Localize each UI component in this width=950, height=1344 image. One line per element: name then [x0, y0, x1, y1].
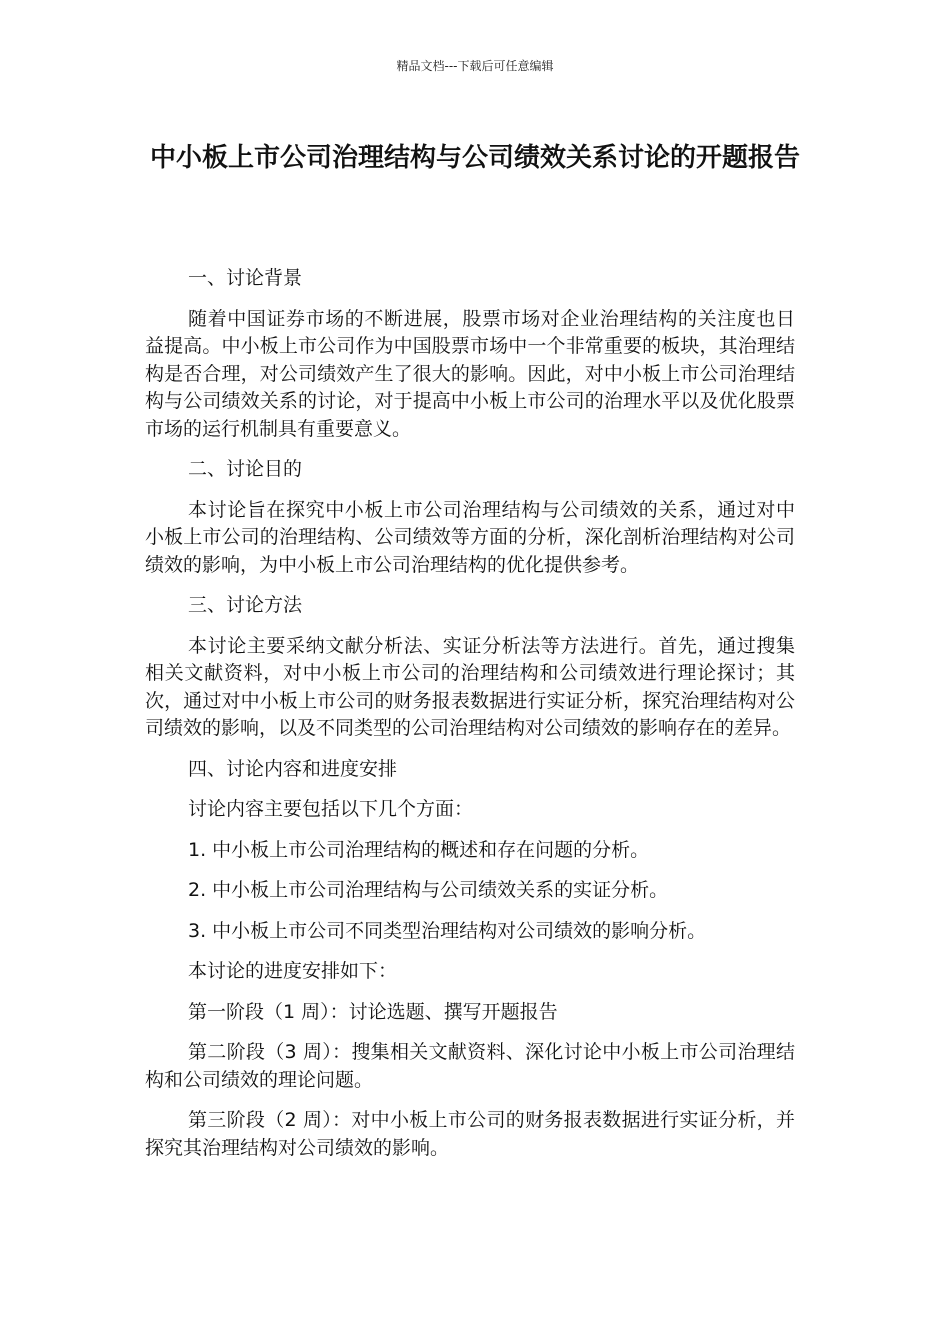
document-title: 中小板上市公司治理结构与公司绩效关系讨论的开题报告 [149, 143, 800, 173]
content-intro: 讨论内容主要包括以下几个方面： [188, 798, 474, 820]
content-item: 2. 中小板上市公司治理结构与公司绩效关系的实证分析。 [188, 879, 669, 901]
section-text-method: 本讨论主要采纳文献分析法、实证分析法等方法进行。首先，通过搜集相关文献资料，对中小板上市公司的治理结构和公司绩效进行理论探讨；其次，通过对中小板上市公司的财务报表数据进行实证分析，探究治理结构对公司绩效的影响，以及不同类型的公司治理结构对公司绩效的影响存在的差异。 [145, 634, 795, 739]
section-heading-purpose: 二、讨论目的 [188, 458, 303, 480]
header-note: 精品文档---下载后可任意编辑 [396, 59, 554, 73]
schedule-item: 第一阶段（1 周）：讨论选题、撰写开题报告 [188, 1000, 558, 1023]
section-heading-method: 三、讨论方法 [188, 594, 303, 616]
document-body [145, 265, 795, 1175]
schedule-item: 第二阶段（3 周）：搜集相关文献资料、深化讨论中小板上市公司治理结构和公司绩效的理论问题。 [145, 1041, 795, 1091]
content-item: 3. 中小板上市公司不同类型治理结构对公司绩效的影响分析。 [188, 919, 707, 942]
content-item: 1. 中小板上市公司治理结构的概述和存在问题的分析。 [188, 838, 650, 861]
section-heading-content: 四、讨论内容和进度安排 [188, 757, 398, 780]
section-text-background: 随着中国证券市场的不断进展，股票市场对企业治理结构的关注度也日益提高。中小板上市公司作为中国股票市场中一个非常重要的板块，其治理结构是否合理，对公司绩效产生了很大的影响。因此，对中小板上市公司治理结构与公司绩效关系的讨论，对于提高中小板上市公司的治理水平以及优化股票市场的运行机制具有重要意义。 [145, 307, 795, 440]
section-heading-background: 一、讨论背景 [188, 267, 303, 289]
schedule-item: 第三阶段（2 周）：对中小板上市公司的财务报表数据进行实证分析，并探究其治理结构对公司绩效的影响。 [145, 1109, 795, 1159]
schedule-intro: 本讨论的进度安排如下： [188, 960, 398, 982]
section-text-purpose: 本讨论旨在探究中小板上市公司治理结构与公司绩效的关系，通过对中小板上市公司的治理结构、公司绩效等方面的分析，深化剖析治理结构对公司绩效的影响，为中小板上市公司治理结构的优化提供参考。 [145, 498, 795, 576]
